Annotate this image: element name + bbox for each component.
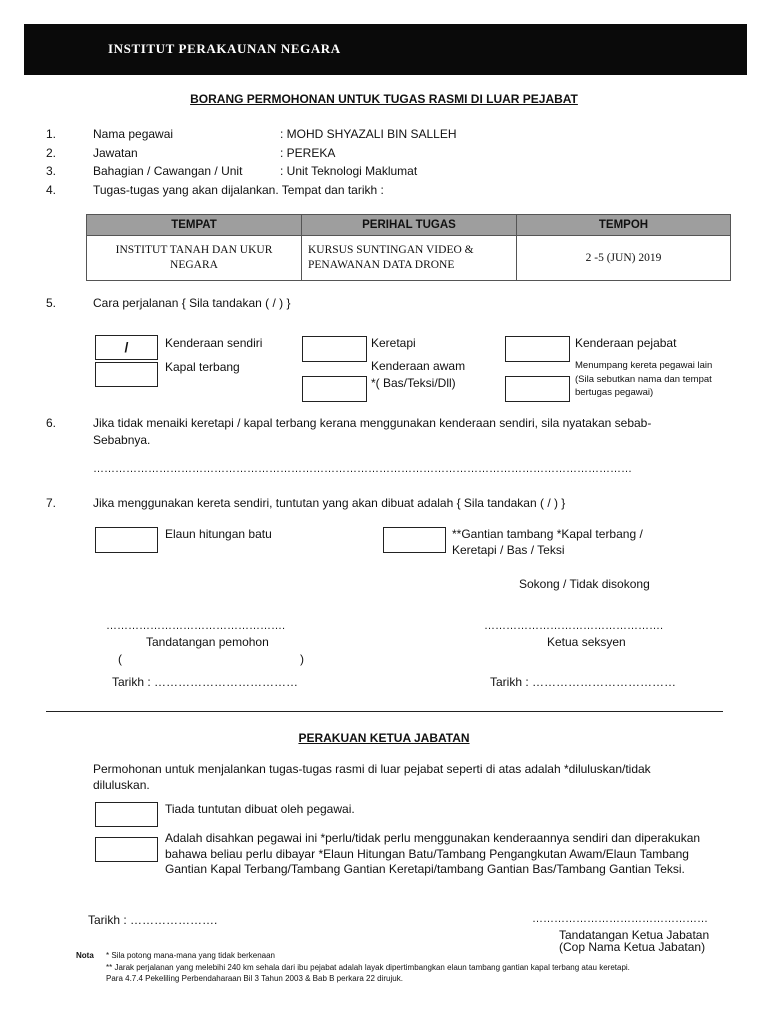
item-5-number: 5. [46, 296, 57, 310]
section-head-date[interactable]: Tarikh : ……………………………… [490, 675, 677, 689]
no-claim-label: Tiada tuntutan dibuat oleh pegawai. [165, 802, 355, 816]
applicant-name-close-paren: ) [300, 652, 304, 666]
cell-perihal: KURSUS SUNTINGAN VIDEO & PENAWANAN DATA DRONE [302, 236, 517, 281]
notes-label: Nota [76, 951, 94, 960]
applicant-date[interactable]: Tarikh : ……………………………… [112, 675, 299, 689]
airplane-label: Kapal terbang [165, 360, 240, 374]
ride-along-checkbox[interactable] [505, 376, 570, 402]
duty-table [86, 214, 731, 281]
department-head-stamp-label: (Cop Nama Ketua Jabatan) [559, 940, 706, 954]
ride-along-label: Menumpang kereta pegawai lain [575, 360, 713, 371]
section-head-signature-line[interactable]: …………………………………………. [484, 620, 664, 632]
item-2-number: 2. [46, 146, 57, 160]
item-6-number: 6. [46, 416, 57, 430]
header-perihal-tugas: PERIHAL TUGAS [302, 215, 517, 236]
ride-along-note-1: (Sila sebutkan nama dan tempat [575, 374, 712, 385]
applicant-name-open-paren: ( [118, 652, 122, 666]
fare-replacement-checkbox[interactable] [383, 527, 446, 553]
confirm-checkbox[interactable] [95, 837, 158, 862]
cell-tempat: INSTITUT TANAH DAN UKUR NEGARA [87, 236, 302, 281]
department-head-signature-label: Tandatangan Ketua Jabatan [559, 928, 710, 942]
support-status: Sokong / Tidak disokong [519, 577, 650, 591]
mileage-allowance-checkbox[interactable] [95, 527, 158, 553]
officer-name-value: : MOHD SHYAZALI BIN SALLEH [280, 127, 457, 141]
note-2: ** Jarak perjalanan yang melebihi 240 km sehala dari ibu pejabat adalah layak dipertimbangkan elaun tambang gantian kapal terbang atau keretapi. [106, 963, 630, 972]
reason-answer-line[interactable]: ………………………………………………………………………………………………………………………………… [93, 463, 632, 475]
position-value: : PEREKA [280, 146, 336, 160]
applicant-signature-label: Tandatangan pemohon [146, 635, 269, 649]
reason-question-line1: Jika tidak menaiki keretapi / kapal terbang kerana menggunakan kenderaan sendiri, sila nyatakan sebab- [93, 416, 652, 430]
claim-question: Jika menggunakan kereta sendiri, tuntutan yang akan dibuat adalah { Sila tandakan ( / ) } [93, 496, 566, 510]
airplane-checkbox[interactable] [95, 362, 158, 387]
train-label: Keretapi [371, 336, 416, 350]
section-divider [46, 711, 723, 712]
train-checkbox[interactable] [302, 336, 367, 362]
ride-along-note-2: bertugas pegawai) [575, 387, 654, 398]
travel-question: Cara perjalanan { Sila tandakan ( / ) } [93, 296, 291, 310]
fare-replacement-options: Keretapi / Bas / Teksi [452, 543, 565, 557]
cell-tempoh: 2 -5 (JUN) 2019 [517, 236, 731, 281]
header-tempat: TEMPAT [87, 215, 302, 236]
confirm-text-line2: bahawa beliau perlu dibayar *Elaun Hitungan Batu/Tambang Pengangkutan Awam/Elaun Tambang [165, 847, 689, 861]
no-claim-checkbox[interactable] [95, 802, 158, 827]
applicant-signature-line[interactable]: …………………………………………. [106, 620, 286, 632]
item-1-number: 1. [46, 127, 57, 141]
note-1: * Sila potong mana-mana yang tidak berkenaan [106, 951, 275, 960]
confirm-text-line1: Adalah disahkan pegawai ini *perlu/tidak perlu menggunakan kenderaannya sendiri dan diperakukan [165, 831, 701, 845]
header-tempoh: TEMPOH [517, 215, 731, 236]
duty-table-header-row [87, 215, 731, 236]
public-transport-checkbox[interactable] [302, 376, 367, 402]
certification-title: PERAKUAN KETUA JABATAN [298, 731, 470, 745]
item-7-number: 7. [46, 496, 57, 510]
item-4-number: 4. [46, 183, 57, 197]
certification-intro-line1: Permohonan untuk menjalankan tugas-tugas rasmi di luar pejabat seperti di atas adalah *diluluskan/tidak [93, 762, 651, 776]
item-4-label: Tugas-tugas yang akan dijalankan. Tempat dan tarikh : [93, 183, 384, 197]
confirm-text-line3: Gantian Kapal Terbang/Tambang Gantian Keretapi/tambang Gantian Bas/Tambang Gantian Teksi. [165, 862, 685, 876]
department-head-date[interactable]: Tarikh : …………………. [88, 913, 218, 927]
public-transport-label: Kenderaan awam [371, 359, 466, 373]
item-3-number: 3. [46, 164, 57, 178]
fare-replacement-label: **Gantian tambang *Kapal terbang / [452, 527, 643, 541]
form-title: BORANG PERMOHONAN UNTUK TUGAS RASMI DI LUAR PEJABAT [190, 92, 578, 106]
item-1-label: Nama pegawai [93, 127, 174, 141]
reason-question-line2: Sebabnya. [93, 433, 151, 447]
note-3: Para 4.7.4 Pekeliling Perbendaharaan Bil 3 Tahun 2003 & Bab B perkara 22 dirujuk. [106, 974, 403, 983]
section-head-label: Ketua seksyen [547, 635, 626, 649]
department-head-signature-line[interactable]: ………………………………………… [532, 913, 708, 925]
public-transport-note: *( Bas/Teksi/Dll) [371, 376, 456, 390]
office-vehicle-checkbox[interactable] [505, 336, 570, 362]
unit-value: : Unit Teknologi Maklumat [280, 164, 418, 178]
institution-name: INSTITUT PERAKAUNAN NEGARA [108, 41, 341, 56]
certification-intro-line2: diluluskan. [93, 778, 150, 792]
mileage-allowance-label: Elaun hitungan batu [165, 527, 272, 541]
own-vehicle-label: Kenderaan sendiri [165, 336, 263, 350]
item-2-label: Jawatan [93, 146, 138, 160]
office-vehicle-label: Kenderaan pejabat [575, 336, 677, 350]
item-3-label: Bahagian / Cawangan / Unit [93, 164, 243, 178]
table-row [87, 236, 731, 281]
own-vehicle-checkbox[interactable]: / [95, 335, 158, 360]
